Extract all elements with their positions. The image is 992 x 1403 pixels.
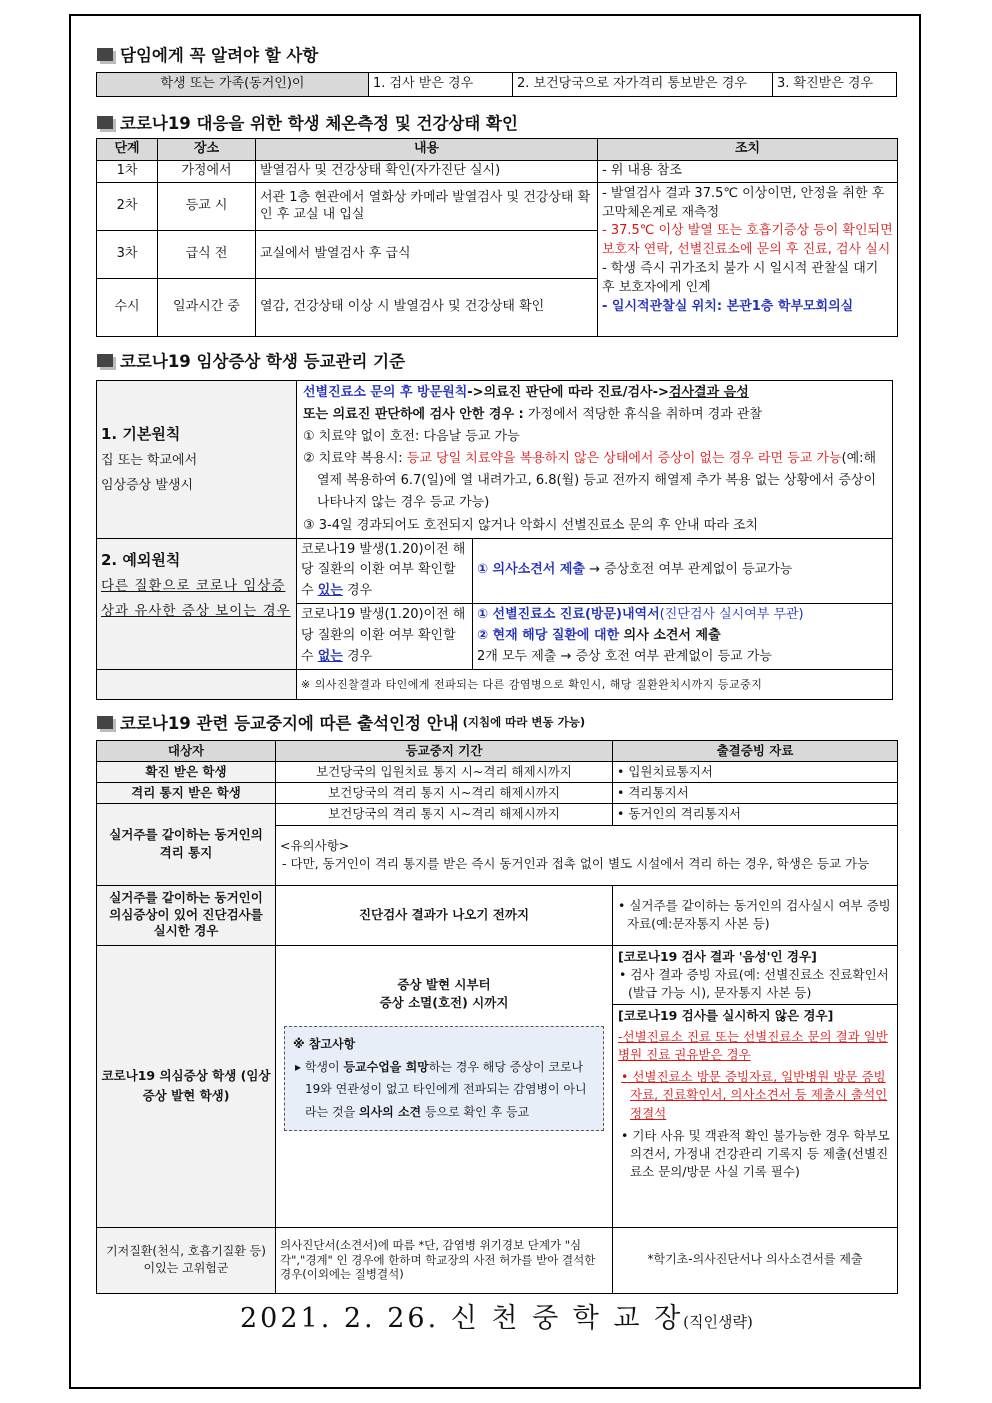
exception-title: 2. 예외원칙 xyxy=(101,550,181,569)
step-cell: 2차 xyxy=(97,182,158,230)
doc-item-highlight: • 선별진료소 방문 증빙자료, 일반병원 방문 증빙자료, 진료확인서, 의사소견서 등 제출시 출석인정결석 xyxy=(621,1069,888,1121)
doc-cell: *학기초-의사진단서나 의사소견서를 제출 xyxy=(613,1227,898,1293)
ref-keyword: 등교수업을 희망 xyxy=(343,1059,429,1074)
notify-case-1: 1. 검사 받은 경우 xyxy=(369,73,513,97)
doc-item: • 기타 사유 및 객관적 확인 불가능한 경우 학부모의견서, 가정내 건강관리 기록지 등 제출(선별진료소 문의/방문 사실 기록 필수) xyxy=(621,1127,890,1179)
doc-item: • 검사 결과 증빙 자료(예: 선별진료소 진료확인서(발급 가능 시), 문자통지 사본 등) xyxy=(619,966,889,1000)
rule-2-highlight: 등교 당일 치료약을 복용하지 않은 상태에서 증상이 없는 경우 라면 등교 가능 xyxy=(406,451,842,467)
period-cell: 의사진단서(소견서)에 따름 *단, 감염병 위기경보 단계가 "심각","경계" 인 경우에 한하며 학교장의 사전 허가를 받아 결석한 경우(이외에는 질병결석) xyxy=(276,1227,613,1293)
bullet-square-icon xyxy=(97,116,113,129)
basic-principle-title: 1. 기본원칙 xyxy=(101,425,181,444)
doc-item-highlight: -선별진료소 진료 또는 선별진료소 문의 결과 일반병원 진료 권유받은 경우 xyxy=(618,1029,888,1063)
col-header: 대상자 xyxy=(97,741,276,762)
doc-cell: • 실거주를 같이하는 동거인의 검사실시 여부 증빙 자료(예:문자통지 사본 등) xyxy=(613,885,898,945)
period-cell-suspected xyxy=(276,945,613,1227)
action-text: ② 현재 해당 질환에 대한 xyxy=(477,628,624,644)
seal-omitted: (직인생략) xyxy=(683,1313,753,1331)
period-cell: 보건당국의 격리 통지 시~격리 해제시까지 xyxy=(276,804,613,825)
doc-cell: • 입원치료통지서 xyxy=(613,762,898,783)
period-cell: 진단검사 결과가 나오기 전까지 xyxy=(276,885,613,945)
case-keyword: 있는 xyxy=(317,583,343,599)
col-header: 출결증빙 자료 xyxy=(613,741,898,762)
exception-action-1 xyxy=(473,538,893,603)
section-label: 코로나19 관련 등교중지에 따른 출석인정 안내 xyxy=(120,714,459,733)
note-title: <유의사항> xyxy=(280,837,350,853)
notify-case-3: 3. 확진받은 경우 xyxy=(773,73,897,97)
observation-room-location: - 일시적관찰실 위치: 본관1층 학부모회의실 xyxy=(602,298,854,314)
period-start: 증상 발현 시부터 xyxy=(397,976,491,992)
notify-table xyxy=(96,72,897,97)
period-cell: 보건당국의 격리 통지 시~격리 해제시까지 xyxy=(276,783,613,804)
target-cell: 격리 통지 받은 학생 xyxy=(97,783,276,804)
temperature-table xyxy=(96,138,898,337)
target-cell: 코로나19 의심증상 학생 (임상증상 발현 학생) xyxy=(97,945,276,1227)
section-label: 담임에게 꼭 알려야 할 사항 xyxy=(120,46,319,65)
step-cell: 3차 xyxy=(97,230,158,278)
exception-case-1 xyxy=(297,538,473,603)
col-header: 등교중지 기간 xyxy=(276,741,613,762)
bullet-square-icon xyxy=(97,48,113,61)
basic-principle-content xyxy=(297,381,893,539)
action-keyword: ① 의사소견서 제출 xyxy=(477,562,585,578)
exception-cell xyxy=(97,538,297,669)
clinical-table xyxy=(96,380,893,700)
doc-heading: [코로나19 검사를 실시하지 않은 경우] xyxy=(618,1007,834,1023)
rule-2-example: (예:해열제 복용하여 6.7(일)에 열 내려가고, 6.8(월) 등교 전까지 해열제 추가 복용 없는 상황에서 증상이 나타나지 않는 경우 등교 가능) xyxy=(317,451,877,511)
col-header: 장소 xyxy=(158,139,256,161)
no-test-rest: 가정에서 적당한 휴식을 취하며 경과 관찰 xyxy=(523,407,763,423)
action-keyword: ① 선별진료소 진료(방문)내역서 xyxy=(477,607,660,623)
place-cell: 일과시간 중 xyxy=(158,278,256,336)
period-cell: 보건당국의 입원치료 통지 시~격리 해제시까지 xyxy=(276,762,613,783)
action-cell-main xyxy=(598,182,898,336)
no-test-case: 또는 의료진 판단하에 검사 안한 경우 : xyxy=(303,407,524,423)
exception-case-2 xyxy=(297,604,473,670)
bullet-square-icon xyxy=(97,716,113,729)
attendance-table xyxy=(96,740,898,1294)
reference-text: ▸ 학생이 등교수업을 희망하는 경우 해당 증상이 코로나19와 연관성이 없고 타인에게 전파되는 감염병이 아니라는 것을 의사의 소견 등으로 확인 후 등교 xyxy=(295,1059,587,1120)
footnote-spacer xyxy=(97,670,297,700)
section-label: 코로나19 임상증상 학생 등교관리 기준 xyxy=(120,352,406,371)
section-title-temperature xyxy=(97,110,518,134)
section-sublabel: (지침에 따라 변동 가능) xyxy=(462,715,586,729)
action-summary: 2개 모두 제출 → 증상 호전 여부 관계없이 등교 가능 xyxy=(477,648,772,664)
col-header: 단계 xyxy=(97,139,158,161)
period-end: 증상 소멸(호전) 시까지 xyxy=(379,994,509,1010)
section-label: 코로나19 대응을 위한 학생 체온측정 및 건강상태 확인 xyxy=(120,114,518,133)
section-title-notify xyxy=(97,42,318,66)
notify-who: 학생 또는 가족(동거인)이 xyxy=(97,73,369,97)
notify-case-2: 2. 보건당국으로 자가격리 통보받은 경우 xyxy=(513,73,773,97)
reference-title: ※ 참고사항 xyxy=(293,1036,356,1051)
action-item: - 발열검사 결과 37.5℃ 이상이면, 안정을 취한 후 고막체온계로 재측정 xyxy=(602,185,885,220)
target-cell: 실거주를 같이하는 동거인이 의심증상이 있어 진단검사를 실시한 경우 xyxy=(97,885,276,945)
doc-cell: • 동거인의 격리통지서 xyxy=(613,804,898,825)
case-text: 코로나19 발생(1.20)이전 해당 질환의 이환 여부 확인할 수 xyxy=(301,607,466,664)
target-cell: 실거주를 같이하는 동거인의 격리 통지 xyxy=(97,804,276,885)
rule-2 xyxy=(303,448,888,514)
step-cell: 수시 xyxy=(97,278,158,336)
signature-text: 2021. 2. 26. 신 천 중 학 교 장 xyxy=(240,1303,684,1334)
doc-cell: • 격리통지서 xyxy=(613,783,898,804)
rule-1: ① 치료약 없이 호전: 다음날 등교 가능 xyxy=(303,429,520,445)
reference-note xyxy=(284,1026,604,1131)
content-cell: 열감, 건강상태 이상 시 발열검사 및 건강상태 확인 xyxy=(256,278,598,336)
case-keyword: 없는 xyxy=(317,648,343,664)
doc-cell-suspected xyxy=(613,945,898,1227)
negative-result-block xyxy=(613,946,897,1005)
action-item-warning: - 37.5℃ 이상 발열 또는 호흡기증상 등이 확인되면 보호자 연락, 선별진료소에 문의 후 진료, 검사 실시 xyxy=(602,223,893,258)
place-cell: 등교 시 xyxy=(158,182,256,230)
section-title-attendance xyxy=(97,710,585,734)
action-cell: - 위 내용 참조 xyxy=(598,160,898,182)
section-title-clinical xyxy=(97,348,405,372)
content-cell: 서관 1층 현관에서 열화상 카메라 발열검사 및 건강상태 확인 후 교실 내 입실 xyxy=(256,182,598,230)
visit-rule: 선별진료소 문의 후 방문원칙 xyxy=(303,385,468,400)
content-cell: 발열검사 및 건강상태 확인(자가진단 실시) xyxy=(256,160,598,182)
basic-principle-desc: 집 또는 학교에서 xyxy=(101,452,198,468)
ref-text: 등으로 확인 후 등교 xyxy=(421,1105,530,1120)
footnote: ※ 의사진찰결과 타인에게 전파되는 다른 감염병으로 확인시, 해당 질환완치시까지 등교중지 xyxy=(297,670,893,700)
target-cell: 기저질환(천식, 호흡기질환 등)이있는 고위험군 xyxy=(97,1227,276,1293)
place-cell: 급식 전 xyxy=(158,230,256,278)
case-text: 경우 xyxy=(342,583,373,599)
action-item: - 학생 즉시 귀가조치 불가 시 일시적 관찰실 대기 후 보호자에게 인계 xyxy=(602,261,879,295)
basic-principle-desc: 임상증상 발생시 xyxy=(101,477,194,493)
col-header: 조치 xyxy=(598,139,898,161)
rule-3: ③ 3-4일 경과되어도 호전되지 않거나 악화시 선별진료소 문의 후 안내 따라 조치 xyxy=(303,517,759,533)
place-cell: 가정에서 xyxy=(158,160,256,182)
no-test-block xyxy=(613,1005,897,1183)
visit-result: 검사결과 음성 xyxy=(668,385,749,400)
step-cell: 1차 xyxy=(97,160,158,182)
content-cell: 교실에서 발열검사 후 급식 xyxy=(256,230,598,278)
visit-flow: ->의료진 판단에 따라 진료/검사-> xyxy=(467,385,669,400)
action-text: (진단검사 실시여부 무관) xyxy=(659,607,804,623)
exception-desc: 다른 질환으로 코로나 임상증상과 유사한 증상 보이는 경우 xyxy=(101,578,291,620)
ref-text: 학생이 xyxy=(304,1059,344,1074)
target-cell: 확진 받은 학생 xyxy=(97,762,276,783)
col-header: 내용 xyxy=(256,139,598,161)
case-text: 코로나19 발생(1.20)이전 해당 질환의 이환 여부 확인할 수 xyxy=(301,541,466,599)
action-text: → 증상호전 여부 관계없이 등교가능 xyxy=(584,562,793,578)
bullet-square-icon xyxy=(97,354,113,367)
case-text: 경우 xyxy=(342,648,373,664)
rule-2-label: ② 치료약 복용시: xyxy=(303,451,407,467)
cohabitant-note xyxy=(276,825,898,885)
exception-action-2 xyxy=(473,604,893,670)
school-signature xyxy=(240,1296,753,1335)
doc-heading: [코로나19 검사 결과 '음성'인 경우] xyxy=(618,948,817,964)
basic-principle-cell xyxy=(97,381,297,539)
ref-text: 하는 경우 해당 증상이 코로나19와 연관성이 없고 타인에게 전파되는 감염병이 아니라는 것을 xyxy=(305,1059,587,1120)
ref-keyword: 의사의 소견 xyxy=(359,1105,422,1120)
note-text: - 다만, 동거인이 격리 통지를 받은 즉시 동거인과 접촉 없이 별도 시설에서 격리 하는 경우, 학생은 등교 가능 xyxy=(282,856,870,871)
action-keyword: 의사 소견서 제출 xyxy=(623,628,721,644)
